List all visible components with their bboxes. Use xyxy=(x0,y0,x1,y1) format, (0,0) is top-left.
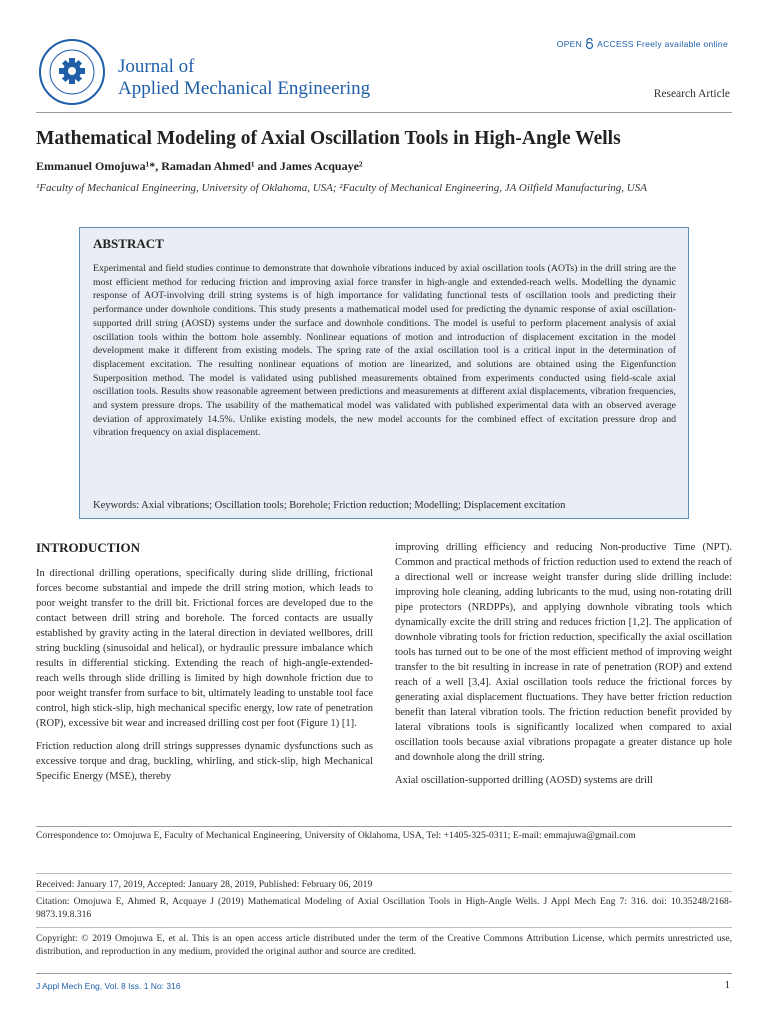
article-dates: Received: January 17, 2019, Accepted: January 28, 2019, Published: February 06, 2019 xyxy=(36,879,373,890)
open-access-badge xyxy=(557,38,728,49)
open-access-open: OPEN xyxy=(556,38,583,49)
body-paragraph: improving drilling efficiency and reducing Non-productive Time (NPT). Common and practical methods of friction reduction used to extend the reach of a directional well or increase weight transfer during slide drilling include: improving hole cleaning, adding lubricants to the mud, using non-rotating drill pipe protectors (NRDPPs), and applying downhole vibrating tools which dynamically excite the drill string and reduces friction [1,2]. The application of downhole vibrating tools for friction reduction, specifically the axial oscillation tools has turned out to be one of the most efficient method of improving weight transfer to the bit resulting in increase in rate of penetration (ROP) and extend reach of a well [3,4]. Axial oscillation tools reduce the frictional forces by generating axial displacement fluctuations. They have better friction reduction benefit than lateral vibration tools. The friction reduction benefit provided by lateral vibrations tools is significantly localized when compared to axial oscillation tools because axial vibrations propagate a greater distance up hole and downhole along the drill string. xyxy=(395,542,732,763)
footer-divider xyxy=(36,826,732,827)
paper-title: Mathematical Modeling of Axial Oscillation Tools in High-Angle Wells xyxy=(36,128,621,149)
body-left-column xyxy=(36,566,373,792)
article-type: Research Article xyxy=(653,88,730,100)
footer-rule xyxy=(36,891,732,892)
paper-affiliations: ¹Faculty of Mechanical Engineering, University of Oklahoma, USA; ²Faculty of Mechanical Engineering, JA Oilfield Manufacturing, USA xyxy=(36,182,647,194)
keywords-label: Keywords: xyxy=(93,500,140,511)
body-paragraph: Friction reduction along drill strings suppresses dynamic dysfunctions such as excessive torque and drag, buckling, whirling, and stick-slip, high Mechanical Specific Energy (MSE), thereby xyxy=(36,741,373,782)
journal-name[interactable] xyxy=(118,56,370,100)
section-heading-introduction: INTRODUCTION xyxy=(36,540,141,555)
abstract-text: Experimental and field studies continue to demonstrate that downhole vibrations induced by axial oscillation tools (AOTs) in the drill string are the most efficient method for reducing friction and improving axial force transfer in high-angle and extended-reach wells. Modelling the dynamic response of AOT-involving drill string systems is of high importance for validating functional tests of oscillation tools and predicting their performance under downhole conditions. This study presents a mathematical model used for predicting the dynamic response of axial oscillation-supported drill string (AOSD) systems under the surface and downhole conditions. The model is useful to perform placement analysis of axial oscillation tools within the bottom hole assembly. Nonlinear equations of motion and introduction of displacement excitation in the model development make it different from existing models. The spring rate of the axial oscillation tool is a critical input in the determination of displacement excitation. The resulting nonlinear equations of motion are linearized, and solutions are obtained using the Eigenfunction Superposition method. The model is validated using published measurements obtained from experiments conducted using field-scale axial oscillation tools. Results show reasonable agreement between predictions and measurements at different axial displacements, vibration frequencies, and system pressure drops. The usability of the mathematical model was validated with published experimental data with an observed average deviation of approximately 14.5%. Unlike existing models, the new model accounts for the combined effect of excitation pressure drop and vibration frequency on axial displacement. xyxy=(93,263,676,439)
correspondence: Correspondence to: Omojuwa E, Faculty of Mechanical Engineering, University of Oklahoma, USA, Tel: +1405-325-0311; E-mail: emmajuwa@gmail.com xyxy=(36,830,636,841)
open-access-text: ACCESS Freely available online xyxy=(597,38,728,49)
citation: Citation: Omojuwa E, Ahmed R, Acquaye J (2019) Mathematical Modeling of Axial Oscillation Tools in High-Angle Wells. J Appl Mech Eng 7: 316. doi: 10.35248/2168-9873.19.8.316 xyxy=(36,896,732,920)
journal-name-line1: Journal of xyxy=(118,56,195,77)
journal-logo xyxy=(38,38,106,106)
body-paragraph: In directional drilling operations, specifically during slide drilling, frictional forces become substantial and impede the drill string motion, which leads to poor weight transfer to the drill bit. Frictional forces are developed due to the contact between drill string and borehole. The forced contacts are usually established by gravity acting in the lateral direction in deviated wellbores, drill string buckling (sinusoidal and helical), or hydraulic pressure imbalance which results in differential sticking. Extending the reach of high-angle-extended-reach wells through slide drilling is limited by high downhole friction due to poor weight transfer from surface to bit, ultimately leading to unstable tool face control, high stick-slip, high mechanical specific energy, low rate of penetration (ROP), excessive bit wear and increased drilling cost per foot (Figure 1) [1]. xyxy=(36,568,373,729)
body-right-column xyxy=(395,540,732,796)
footer-rule xyxy=(36,873,732,874)
body-paragraph: Axial oscillation-supported drilling (AOSD) systems are drill xyxy=(395,775,653,786)
page-footer-divider xyxy=(36,973,732,974)
footer-rule xyxy=(36,927,732,928)
copyright: Copyright: © 2019 Omojuwa E, et al. This is an open access article distributed under the term of the Creative Commons Attribution License, which permits unrestricted use, distribution, and reproduction in any medium, provided the original author and source are credited. xyxy=(36,933,732,957)
header-divider xyxy=(36,112,732,113)
keywords xyxy=(93,500,676,511)
open-access-lock-icon xyxy=(585,38,594,49)
paper-authors: Emmanuel Omojuwa¹*, Ramadan Ahmed¹ and James Acquaye² xyxy=(36,159,363,173)
keywords-list: Axial vibrations; Oscillation tools; Borehole; Friction reduction; Modelling; Displacement excitation xyxy=(141,500,566,511)
footer-journal-cite: J Appl Mech Eng, Vol. 8 Iss. 1 No: 316 xyxy=(36,981,181,991)
page-number: 1 xyxy=(724,979,730,991)
journal-name-line2: Applied Mechanical Engineering xyxy=(118,78,371,99)
abstract-heading: ABSTRACT xyxy=(93,236,164,251)
